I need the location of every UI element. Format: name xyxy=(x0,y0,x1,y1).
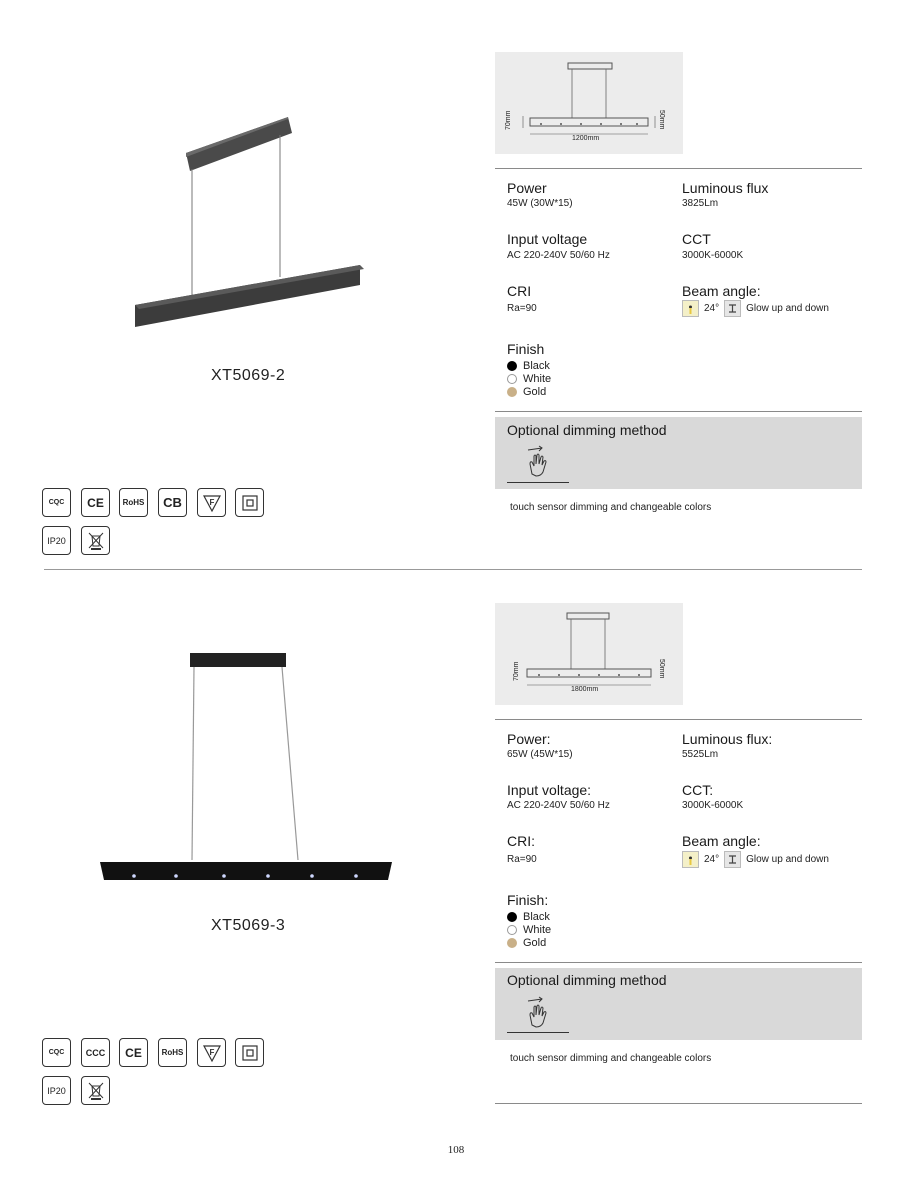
beam-spot-icon xyxy=(682,300,699,317)
finish-name: Gold xyxy=(523,386,547,398)
svg-text:F: F xyxy=(209,497,214,507)
dimension-diagram xyxy=(495,603,683,705)
cct-label: CCT: xyxy=(682,782,714,798)
cri-label: CRI: xyxy=(507,833,535,849)
voltage-label: Input voltage xyxy=(507,231,588,247)
finish-swatch xyxy=(507,387,517,397)
touch-hand-icon xyxy=(524,444,552,480)
finish-option xyxy=(507,386,546,398)
finish-swatch xyxy=(507,361,517,371)
cct-label: CCT xyxy=(682,231,711,247)
class2-cert-icon xyxy=(235,1038,264,1067)
weee-cert-icon xyxy=(81,1076,110,1105)
finish-swatch xyxy=(507,374,517,384)
cqc-cert-icon: CQC xyxy=(42,1038,71,1067)
voltage-value: AC 220-240V 50/60 Hz xyxy=(507,250,610,261)
diagram-width-label: 1200mm xyxy=(572,135,600,142)
finish-name: Black xyxy=(523,360,550,372)
product-model: XT5069-3 xyxy=(211,917,286,934)
section-divider xyxy=(44,569,862,570)
cb-cert-icon: CB xyxy=(158,488,187,517)
flux-value: 5525Lm xyxy=(682,749,719,760)
finish-name: White xyxy=(523,373,552,385)
f-mark-cert-icon xyxy=(197,1038,226,1067)
dimming-icon-rule xyxy=(507,1032,569,1033)
section-bottom-rule xyxy=(495,1103,862,1104)
beam-label: Beam angle: xyxy=(682,283,761,299)
ip20-cert-icon: IP20 xyxy=(42,1076,71,1105)
beam-row xyxy=(682,300,829,317)
power-value: 45W (30W*15) xyxy=(507,198,573,209)
spec-top-rule xyxy=(495,168,862,169)
power-label: Power xyxy=(507,180,547,196)
beam-spot-icon xyxy=(682,851,699,868)
finish-label: Finish xyxy=(507,341,545,357)
cri-label: CRI xyxy=(507,283,532,299)
glow-up-down-icon xyxy=(724,300,741,317)
diagram-right-height: 50mm xyxy=(658,110,665,130)
finish-swatch xyxy=(507,925,517,935)
diagram-left-height: 70mm xyxy=(513,661,520,681)
finish-swatch xyxy=(507,938,517,948)
dimming-top-rule xyxy=(495,962,862,963)
finish-name: Black xyxy=(523,911,550,923)
cct-value: 3000K-6000K xyxy=(682,800,744,811)
page-number: 108 xyxy=(447,1144,465,1156)
f-mark-cert-icon xyxy=(197,488,226,517)
spec-top-rule xyxy=(495,719,862,720)
ce-cert-icon: CE xyxy=(81,488,110,517)
finish-name: Gold xyxy=(523,937,547,949)
finish-option xyxy=(507,924,551,936)
rohs-cert-icon: RoHS xyxy=(119,488,148,517)
beam-description: Glow up and down xyxy=(746,303,829,314)
finish-option xyxy=(507,911,550,923)
glow-up-down-icon xyxy=(724,851,741,868)
dimming-icon-rule xyxy=(507,482,569,483)
cqc-cert-icon: CQC xyxy=(42,488,71,517)
ip20-cert-icon: IP20 xyxy=(42,526,71,555)
class2-cert-icon xyxy=(235,488,264,517)
ccc-cert-icon: CCC xyxy=(81,1038,110,1067)
beam-angle-value: 24° xyxy=(704,303,720,314)
diagram-width-label: 1800mm xyxy=(571,686,599,693)
dimming-top-rule xyxy=(495,411,862,412)
beam-description: Glow up and down xyxy=(746,854,829,865)
touch-hand-icon xyxy=(524,995,552,1031)
power-label: Power: xyxy=(507,731,551,747)
product-model: XT5069-2 xyxy=(211,367,286,384)
finish-option xyxy=(507,360,550,372)
cri-value: Ra=90 xyxy=(507,854,537,865)
flux-label: Luminous flux: xyxy=(682,731,773,747)
finish-label: Finish: xyxy=(507,892,549,908)
rohs-cert-icon: RoHS xyxy=(158,1038,187,1067)
product-image xyxy=(120,105,380,335)
beam-row xyxy=(682,851,829,868)
cri-value: Ra=90 xyxy=(507,303,537,314)
weee-cert-icon xyxy=(81,526,110,555)
svg-text:F: F xyxy=(209,1047,214,1057)
product-image xyxy=(98,650,398,885)
finish-name: White xyxy=(523,924,552,936)
finish-option xyxy=(507,373,551,385)
flux-label: Luminous flux xyxy=(682,180,769,196)
voltage-value: AC 220-240V 50/60 Hz xyxy=(507,800,610,811)
power-value: 65W (45W*15) xyxy=(507,749,573,760)
dimming-caption: touch sensor dimming and changeable colors xyxy=(510,502,712,513)
dimming-title: Optional dimming method xyxy=(507,422,667,438)
dimming-title: Optional dimming method xyxy=(507,972,667,988)
flux-value: 3825Lm xyxy=(682,198,719,209)
dimension-diagram xyxy=(495,52,683,154)
ce-cert-icon: CE xyxy=(119,1038,148,1067)
beam-angle-value: 24° xyxy=(704,854,720,865)
cct-value: 3000K-6000K xyxy=(682,250,744,261)
beam-label: Beam angle: xyxy=(682,833,761,849)
finish-option xyxy=(507,937,546,949)
finish-swatch xyxy=(507,912,517,922)
voltage-label: Input voltage: xyxy=(507,782,592,798)
dimming-caption: touch sensor dimming and changeable colors xyxy=(510,1053,712,1064)
diagram-left-height: 70mm xyxy=(505,110,512,130)
diagram-right-height: 50mm xyxy=(658,659,665,679)
